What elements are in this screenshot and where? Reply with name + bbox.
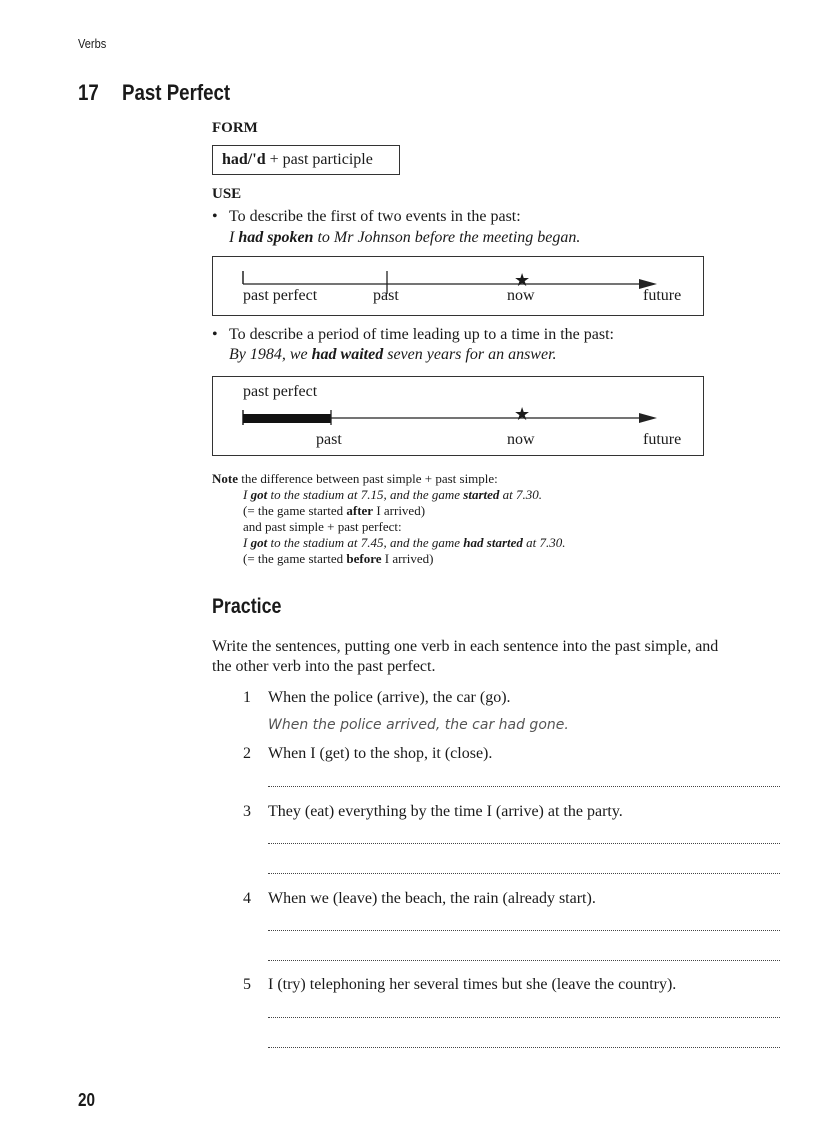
timeline-1 [212,256,704,316]
practice-heading: Practice [212,595,282,618]
exercise-5-answer-line-2[interactable] [268,1047,780,1048]
exercise-4-answer-line-1[interactable] [268,930,780,931]
exercise-5-answer-line-1[interactable] [268,1017,780,1018]
formula-bold: had/'d [222,151,266,168]
bullet-2: • [212,326,218,343]
form-formula-box [212,145,400,175]
exercise-5-prompt: I (try) telephoning her several times but she (leave the country). [268,976,677,993]
exercise-3-prompt: They (eat) everything by the time I (arrive) at the party. [268,803,623,820]
use-example-2: By 1984, we had waited seven years for an answer. [229,346,557,363]
timeline-2-label-past-perfect: past perfect [243,383,318,400]
exercise-5-number: 5 [243,976,251,993]
timeline-2-period-bar [243,414,331,423]
bullet-1: • [212,208,218,225]
timeline-2-label-future: future [643,431,682,448]
exercise-2-answer-line[interactable] [268,786,780,787]
exercise-3-answer-line-2[interactable] [268,873,780,874]
timeline-1-label-now: now [507,287,535,304]
formula-rest: + past participle [265,151,373,168]
exercise-2-prompt: When I (get) to the shop, it (close). [268,745,493,762]
exercise-3-answer-line-1[interactable] [268,843,780,844]
note-middle: and past simple + past perfect: [243,519,402,534]
use-point-1: To describe the first of two events in the past: [229,208,521,225]
note-example-2: I got to the stadium at 7.45, and the game had started at 7.30. [243,535,566,550]
exercise-4-prompt: When we (leave) the beach, the rain (already start). [268,890,596,907]
timeline-2-star-icon: ★ [514,404,531,424]
practice-instructions-line-2: the other verb into the past perfect. [212,658,436,675]
timeline-2-label-past: past [316,431,342,448]
note-example-1-explanation: (= the game started after I arrived) [243,503,426,518]
exercise-1-prompt: When the police (arrive), the car (go). [268,689,511,706]
exercise-1-sample-answer: When the police arrived, the car had gone. [268,717,569,733]
unit-number: 17 [78,80,99,105]
use-example-1: I had spoken to Mr Johnson before the meeting began. [229,229,581,246]
note-example-1: I got to the stadium at 7.15, and the game started at 7.30. [243,487,543,502]
practice-instructions-line-1: Write the sentences, putting one verb in each sentence into the past simple, and [212,638,719,655]
timeline-1-graphic [213,257,703,315]
timeline-2 [212,376,704,456]
timeline-1-label-past: past [373,287,399,304]
page-number: 20 [78,1090,96,1110]
use-heading: USE [212,186,242,202]
timeline-1-label-future: future [643,287,682,304]
timeline-1-star-icon: ★ [514,270,531,290]
note-intro: Note the difference between past simple + past simple: [212,471,498,486]
exercise-4-answer-line-2[interactable] [268,960,780,961]
exercise-3-number: 3 [243,803,251,820]
timeline-1-label-past-perfect: past perfect [243,287,318,304]
exercise-1-number: 1 [243,689,251,706]
running-header: Verbs [78,36,107,51]
timeline-2-label-now: now [507,431,535,448]
exercise-4-number: 4 [243,890,251,907]
note-example-2-explanation: (= the game started before I arrived) [243,551,434,566]
use-point-2: To describe a period of time leading up to a time in the past: [229,326,614,343]
timeline-2-arrowhead [639,413,657,423]
exercise-2-number: 2 [243,745,251,762]
page-title: Past Perfect [122,80,231,105]
form-heading: FORM [212,120,258,136]
